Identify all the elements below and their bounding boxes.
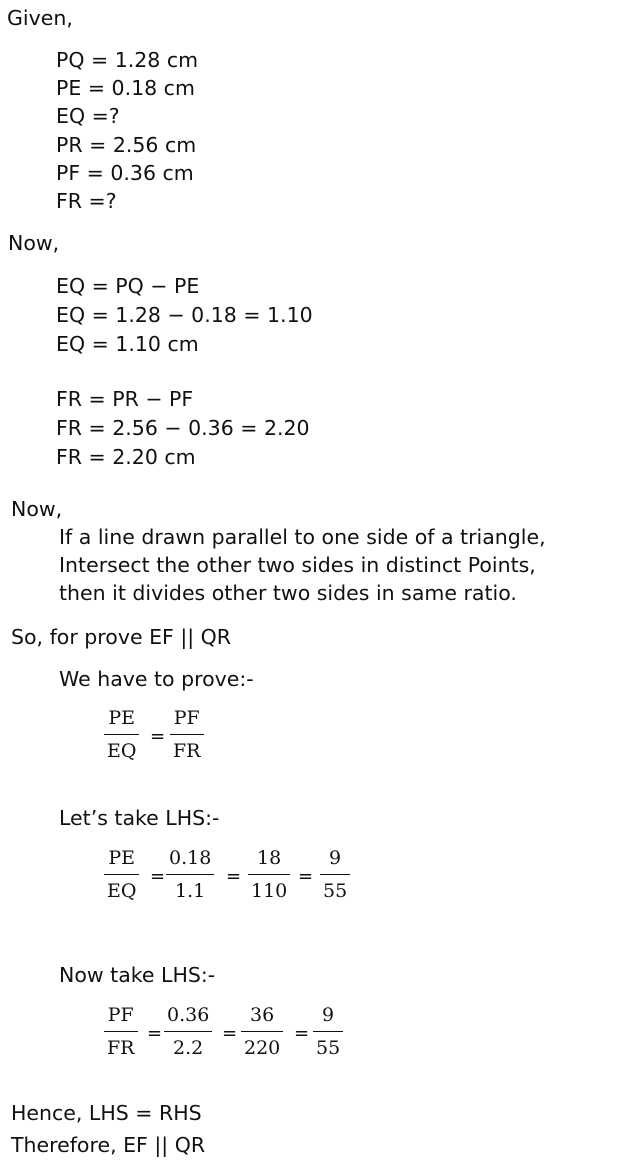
eq-line: EQ = PQ − PE bbox=[56, 274, 200, 298]
denominator: EQ bbox=[107, 740, 137, 762]
eq-line: EQ = 1.10 cm bbox=[56, 332, 199, 356]
fraction bbox=[104, 1006, 138, 1058]
fr-line: FR = PR − PF bbox=[56, 387, 194, 411]
prove-heading: So, for prove EF || QR bbox=[11, 625, 232, 649]
fr-line: FR = 2.20 cm bbox=[56, 445, 196, 469]
numerator: 9 bbox=[322, 1004, 335, 1026]
fraction bbox=[170, 709, 204, 761]
fraction bbox=[166, 849, 214, 901]
denominator: 110 bbox=[251, 880, 288, 902]
equals-sign: = bbox=[150, 726, 166, 747]
numerator: 0.18 bbox=[169, 847, 212, 869]
equals-sign: = bbox=[222, 1023, 238, 1044]
numerator: 36 bbox=[250, 1004, 275, 1026]
numerator: PF bbox=[173, 707, 200, 729]
denominator: 55 bbox=[323, 880, 348, 902]
given-line: PF = 0.36 cm bbox=[56, 161, 194, 185]
denominator: FR bbox=[173, 740, 201, 762]
denominator: EQ bbox=[107, 880, 137, 902]
equals-sign: = bbox=[150, 866, 166, 887]
equals-sign: = bbox=[147, 1023, 163, 1044]
numerator: 9 bbox=[329, 847, 342, 869]
denominator: 55 bbox=[316, 1037, 341, 1059]
given-line: FR =? bbox=[56, 189, 117, 213]
equals-sign: = bbox=[226, 866, 242, 887]
numerator: 18 bbox=[257, 847, 282, 869]
equals-sign: = bbox=[294, 1023, 310, 1044]
denominator: FR bbox=[107, 1037, 135, 1059]
fraction bbox=[320, 849, 350, 901]
given-line: EQ =? bbox=[56, 104, 120, 128]
fraction bbox=[248, 849, 290, 901]
denominator: 1.1 bbox=[175, 880, 206, 902]
fraction bbox=[241, 1006, 283, 1058]
numerator: PF bbox=[107, 1004, 134, 1026]
lhs-heading: Let’s take LHS:- bbox=[59, 806, 220, 830]
theorem-line: Intersect the other two sides in distinct Points, bbox=[59, 553, 536, 577]
given-line: PR = 2.56 cm bbox=[56, 133, 197, 157]
eq-line: EQ = 1.28 − 0.18 = 1.10 bbox=[56, 303, 313, 327]
fraction bbox=[104, 709, 139, 761]
fraction bbox=[164, 1006, 212, 1058]
fr-line: FR = 2.56 − 0.36 = 2.20 bbox=[56, 416, 310, 440]
now-heading: Now, bbox=[8, 231, 60, 255]
conclusion-line: Therefore, EF || QR bbox=[11, 1133, 206, 1157]
given-line: PE = 0.18 cm bbox=[56, 76, 195, 100]
fraction bbox=[313, 1006, 343, 1058]
numerator: 0.36 bbox=[167, 1004, 210, 1026]
denominator: 2.2 bbox=[173, 1037, 204, 1059]
denominator: 220 bbox=[244, 1037, 281, 1059]
theorem-line: If a line drawn parallel to one side of a triangle, bbox=[59, 525, 546, 549]
rhs-heading: Now take LHS:- bbox=[59, 963, 216, 987]
now-heading: Now, bbox=[11, 497, 63, 521]
prove-subheading: We have to prove:- bbox=[59, 667, 254, 691]
numerator: PE bbox=[108, 707, 136, 729]
numerator: PE bbox=[108, 847, 136, 869]
given-line: PQ = 1.28 cm bbox=[56, 48, 199, 72]
theorem-line: then it divides other two sides in same ratio. bbox=[59, 581, 517, 605]
given-heading: Given, bbox=[7, 6, 73, 30]
conclusion-line: Hence, LHS = RHS bbox=[11, 1101, 202, 1125]
equals-sign: = bbox=[298, 866, 314, 887]
fraction bbox=[104, 849, 139, 901]
